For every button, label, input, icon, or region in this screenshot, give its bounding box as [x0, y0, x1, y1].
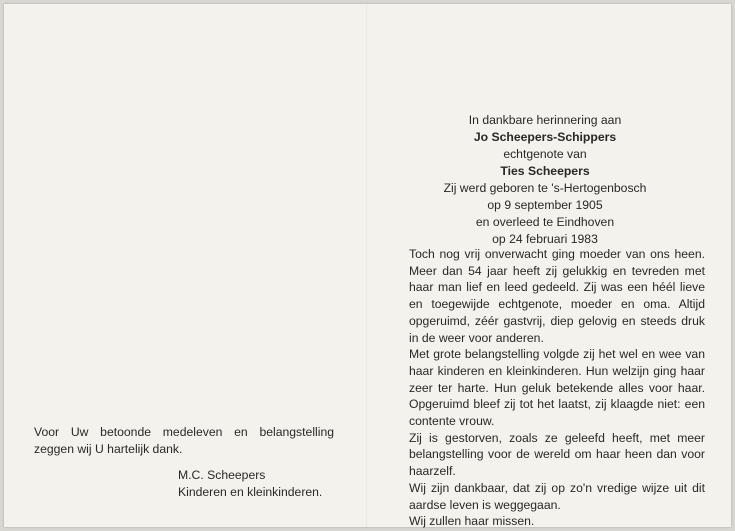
- header-spouse-intro: echtgenote van: [503, 147, 587, 161]
- birth-date: op 9 september 1905: [487, 198, 603, 212]
- spouse-name: Ties Scheepers: [500, 164, 590, 178]
- left-panel: [34, 424, 334, 501]
- text-line: Zij is gestorven, zoals ze geleefd heeft, met meer: [409, 430, 705, 445]
- text-line: haar man lief en leed gedeeld. Zij was een héél lieve: [409, 280, 705, 295]
- header-intro: In dankbare herinnering aan: [468, 113, 622, 127]
- condolence-line-2: zeggen wij U hartelijk dank.: [34, 442, 183, 456]
- death-place: en overleed te Eindhoven: [475, 215, 615, 229]
- deceased-name: Jo Scheepers-Schippers: [473, 130, 617, 144]
- text-line: haar kinderen en kleinkinderen. Hun welzijn ging haar: [409, 363, 705, 378]
- signature-name: M.C. Scheepers: [178, 468, 266, 482]
- text-line: contente vrouw.: [409, 414, 495, 429]
- text-line: opgeruimd, zéér gastvrij, diep gelovig en steeds druk: [409, 313, 705, 328]
- text-line: Toch nog vrij onverwacht ging moeder van ons heen.: [409, 247, 705, 261]
- card-fold: [366, 4, 368, 527]
- text-line: in de weer voor anderen.: [409, 330, 544, 345]
- death-date: op 24 februari 1983: [492, 232, 598, 246]
- text-line: Met grote belangstelling volgde zij het wel en wee van: [409, 347, 705, 362]
- text-line: Opgeruimd bleef zij tot het laatst, zij klaagde niet: een: [409, 397, 705, 412]
- text-line: aardse leven is weggegaan.: [409, 497, 561, 512]
- birth-place: Zij werd geboren te 's-Hertogenbosch: [443, 181, 647, 195]
- text-line: Meer dan 54 jaar heeft zij gelukkig en tevreden met: [409, 263, 705, 278]
- text-line: haarzelf.: [409, 464, 456, 479]
- signature-family: Kinderen en kleinkinderen.: [178, 485, 323, 499]
- memorial-header: [420, 112, 670, 248]
- text-line: Wij zijn dankbaar, dat zij op zo'n vredige wijze uit dit: [409, 480, 705, 495]
- condolence-line-1: Voor Uw betoonde medeleven en belangstelling: [34, 425, 334, 439]
- text-line: Wij zullen haar missen.: [409, 514, 535, 529]
- text-line: belangstelling voor de wereld om haar heen dan voor: [409, 447, 705, 462]
- text-line: zeer ter harte. Hun geluk betekende alles voor haar.: [409, 380, 705, 395]
- text-line: en toegewijde echtgenote, moeder en oma. Altijd: [409, 297, 705, 312]
- memorial-text: [409, 246, 705, 530]
